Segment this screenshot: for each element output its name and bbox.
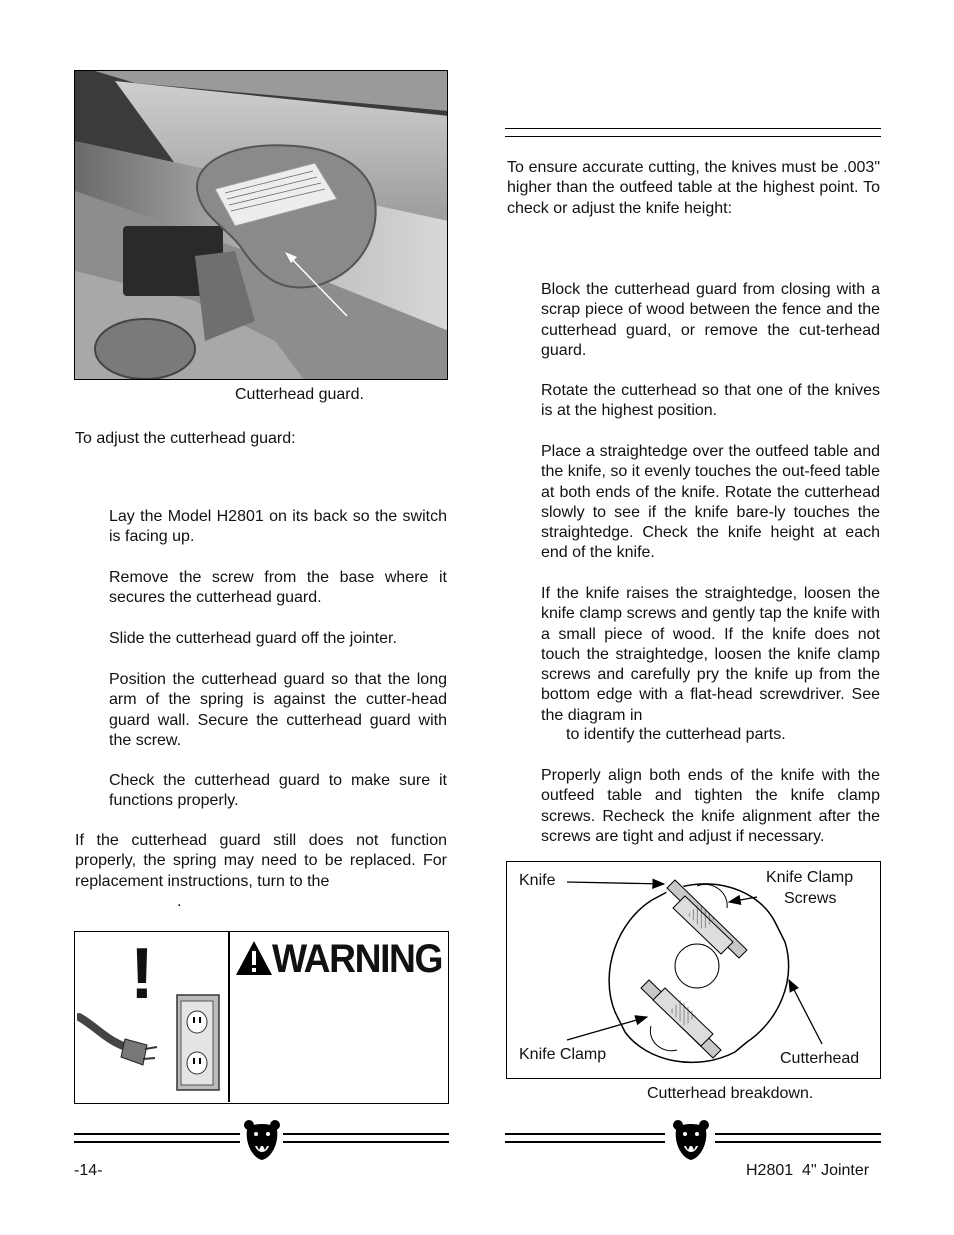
diagram-caption: Cutterhead breakdown. [647, 1085, 814, 1102]
warning-box [74, 931, 449, 1104]
diagram-label-cutterhead: Cutterhead [780, 1050, 860, 1067]
left-closing-end: . [177, 893, 182, 910]
footer-rule-right-d [715, 1141, 881, 1143]
footer-rule-left-d [283, 1141, 449, 1143]
bear-logo-icon-right [672, 1118, 710, 1162]
plug-outlet-icon [77, 987, 227, 1097]
cutterhead-guard-photo [74, 70, 448, 380]
warning-title: WARNING [272, 937, 443, 981]
footer-model: H2801 4" Jointer [746, 1162, 870, 1179]
footer-rule-right-a [505, 1133, 665, 1135]
right-step-2: Rotate the cutterhead so that one of the knives is at the highest position. [541, 382, 880, 420]
footer-rule-left-b [74, 1141, 240, 1143]
warning-header [235, 936, 445, 982]
right-step-4: If the knife raises the straightedge, loosen the knife clamp screws and gently tap the knife with a small piece of wood. If the knife does not touch the straightedge, loosen the knife clamp screws and carefully pry the knife up from the bottom edge with a flat-head screwdriver. See the diagram in [541, 585, 880, 724]
diagram-label-knife-clamp-screws-2: Screws [784, 890, 837, 907]
right-step-1: Block the cutterhead guard from closing with a scrap piece of wood between the fence and the cutterhead guard, or remove the cut-terhead guard. [541, 281, 880, 359]
left-step-3: Slide the cutterhead guard off the jointer. [109, 630, 397, 647]
warning-exclamation: ! [130, 934, 154, 1014]
photo-caption: Cutterhead guard. [235, 386, 364, 403]
right-step-5: Properly align both ends of the knife with the outfeed table and tighten the knife clamp screws. Recheck the knife alignment after the screws are tight and adjust if necessary. [541, 767, 880, 845]
left-step-5: Check the cutterhead guard to make sure it functions properly. [109, 772, 447, 810]
left-step-2: Remove the screw from the base where it secures the cutterhead guard. [109, 569, 447, 607]
page-number: -14- [74, 1162, 103, 1179]
footer-rule-right-c [715, 1133, 881, 1135]
left-closing: If the cutterhead guard still does not function properly, the spring may need to be replaced. For replacement instructions, turn to the [75, 832, 447, 890]
cutterhead-guard-illustration [75, 71, 448, 380]
footer-rule-left-a [74, 1133, 240, 1135]
right-step-3: Place a straightedge over the outfeed table and the knife, so it evenly touches the out-feed table at both ends of the knife. Rotate the cutterhead slowly to see if the knife bare-ly touches the straightedge. Check the knife height at each end of the knife. [541, 443, 880, 562]
footer-rule-left-c [283, 1133, 449, 1135]
left-intro: To adjust the cutterhead guard: [75, 430, 296, 447]
cutterhead-diagram [506, 861, 881, 1079]
right-intro: To ensure accurate cutting, the knives must be .003" higher than the outfeed table at the highest point. To check or adjust the knife height: [507, 159, 880, 217]
section-rule-top [505, 128, 881, 129]
bear-logo-icon [243, 1118, 281, 1162]
left-step-4: Position the cutterhead guard so that the long arm of the spring is against the cutter-head guard wall. Secure the cutterhead guard with the screw. [109, 671, 447, 749]
warning-divider [228, 932, 230, 1102]
diagram-label-knife: Knife [519, 872, 556, 889]
diagram-label-knife-clamp-screws: Knife Clamp [766, 869, 854, 886]
warning-triangle-icon [235, 940, 273, 976]
right-step-4-end: to identify the cutterhead parts. [566, 726, 786, 743]
section-rule-bottom [505, 136, 881, 137]
left-step-1: Lay the Model H2801 on its back so the switch is facing up. [109, 508, 447, 546]
footer-rule-right-b [505, 1141, 665, 1143]
diagram-label-knife-clamp: Knife Clamp [519, 1046, 607, 1063]
